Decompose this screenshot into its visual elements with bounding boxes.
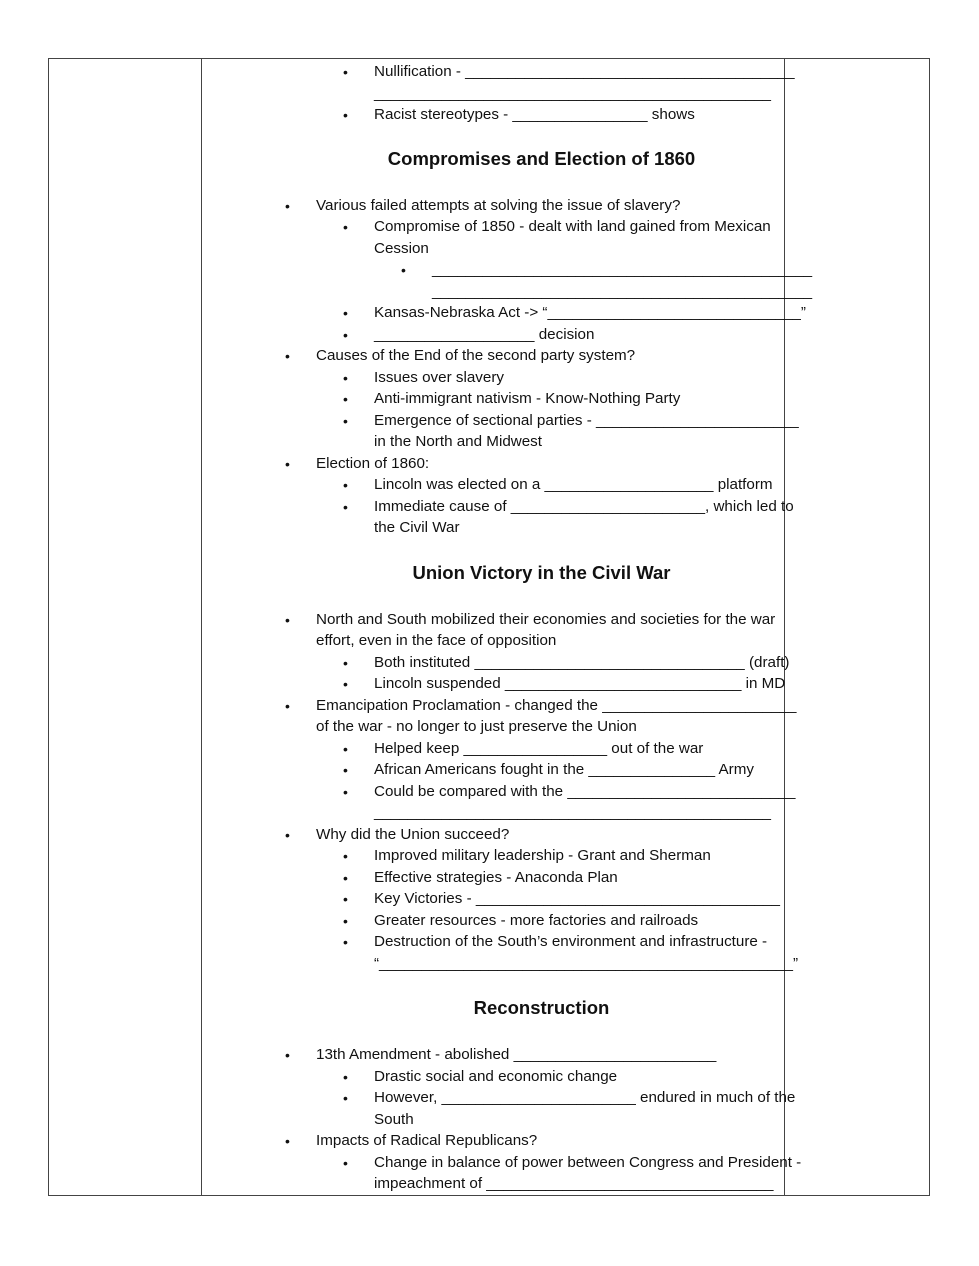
outline-line xyxy=(250,695,833,717)
outline-text: the Civil War xyxy=(374,519,460,536)
bullet-icon: • xyxy=(343,891,348,907)
outline-line xyxy=(250,238,833,260)
outline-line xyxy=(250,931,833,953)
bullet-icon: • xyxy=(343,934,348,950)
bullet-icon: • xyxy=(343,848,348,864)
outline-line xyxy=(250,453,833,475)
outline-line xyxy=(250,1152,833,1174)
outline-text: Change in balance of power between Congress and President - xyxy=(374,1154,802,1171)
outline-text: Lincoln was elected on a ____________________ platform xyxy=(374,476,773,493)
outline-text: Kansas-Nebraska Act -> “______________________________” xyxy=(374,304,806,321)
outline-text: Compromise of 1850 - dealt with land gained from Mexican xyxy=(374,218,771,235)
outline-line xyxy=(250,673,833,695)
section-heading: Reconstruction xyxy=(473,997,610,1018)
outline-line xyxy=(250,802,833,824)
bullet-icon: • xyxy=(343,1090,348,1106)
bullet-icon: • xyxy=(343,762,348,778)
outline-line xyxy=(250,1066,833,1088)
bullet-icon: • xyxy=(285,198,290,214)
bullet-icon: • xyxy=(285,698,290,714)
outline-line xyxy=(250,195,833,217)
bullet-icon: • xyxy=(285,612,290,628)
outline-text: Destruction of the South’s environment and infrastructure - xyxy=(374,933,768,950)
outline-text: Nullification - _______________________________________ xyxy=(374,63,795,80)
outline-text: Improved military leadership - Grant and Sherman xyxy=(374,847,711,864)
outline-text: Racist stereotypes - ________________ shows xyxy=(374,106,695,123)
column-divider-left xyxy=(201,59,202,1195)
outline-line xyxy=(250,104,833,126)
outline-text: _____________________________________________ xyxy=(432,261,813,278)
bullet-icon: • xyxy=(343,107,348,123)
outline-line xyxy=(250,630,833,652)
bullet-icon: • xyxy=(343,913,348,929)
outline-text: Impacts of Radical Republicans? xyxy=(316,1132,538,1149)
outline-line xyxy=(250,388,833,410)
bullet-icon: • xyxy=(343,870,348,886)
outline-line xyxy=(250,431,833,453)
outline-line xyxy=(250,781,833,803)
outline-line xyxy=(250,259,833,281)
outline-text: _______________________________________________ xyxy=(374,85,771,102)
outline-line xyxy=(250,367,833,389)
bullet-icon: • xyxy=(343,477,348,493)
outline-text: ___________________ decision xyxy=(374,326,595,343)
outline-line xyxy=(250,281,833,303)
bullet-icon: • xyxy=(343,784,348,800)
outline-text: South xyxy=(374,1111,414,1128)
outline-line xyxy=(250,1173,833,1195)
outline-line xyxy=(250,1044,833,1066)
outline-text: Various failed attempts at solving the issue of slavery? xyxy=(316,197,681,214)
outline-text: However, _______________________ endured in much of the xyxy=(374,1089,796,1106)
outline-text: Emergence of sectional parties - ________________________ xyxy=(374,412,799,429)
outline-line xyxy=(250,652,833,674)
bullet-icon: • xyxy=(343,219,348,235)
outline-text: North and South mobilized their economies and societies for the war xyxy=(316,611,776,628)
bullet-icon: • xyxy=(343,1155,348,1171)
outline-line xyxy=(250,824,833,846)
notes-content-column xyxy=(250,59,833,1195)
outline-text: Both instituted ________________________________ (draft) xyxy=(374,654,790,671)
outline-line xyxy=(250,759,833,781)
outline-text: Causes of the End of the second party system? xyxy=(316,347,636,364)
outline-line xyxy=(250,324,833,346)
outline-line xyxy=(250,738,833,760)
notes-table xyxy=(48,58,930,1196)
outline-line xyxy=(250,83,833,105)
outline-text: of the war - no longer to just preserve the Union xyxy=(316,718,637,735)
bullet-icon: • xyxy=(343,370,348,386)
outline-line xyxy=(250,345,833,367)
outline-text: Drastic social and economic change xyxy=(374,1068,618,1085)
bullet-icon: • xyxy=(285,1047,290,1063)
outline-text: Election of 1860: xyxy=(316,455,430,472)
section-heading: Compromises and Election of 1860 xyxy=(387,148,696,169)
section-heading: Union Victory in the Civil War xyxy=(412,562,671,583)
bullet-icon: • xyxy=(343,305,348,321)
bullet-icon: • xyxy=(343,676,348,692)
bullet-icon: • xyxy=(285,456,290,472)
outline-line xyxy=(250,888,833,910)
outline-line xyxy=(250,953,833,975)
outline-line xyxy=(250,609,833,631)
outline-text: Cession xyxy=(374,240,429,257)
outline-line xyxy=(250,496,833,518)
outline-line xyxy=(250,517,833,539)
outline-text: 13th Amendment - abolished ________________________ xyxy=(316,1046,717,1063)
outline-text: effort, even in the face of opposition xyxy=(316,632,557,649)
outline-line xyxy=(250,867,833,889)
bullet-icon: • xyxy=(343,327,348,343)
bullet-icon: • xyxy=(401,262,406,278)
bullet-icon: • xyxy=(343,391,348,407)
outline-text: African Americans fought in the _______________ Army xyxy=(374,761,754,778)
outline-text: Anti-immigrant nativism - Know-Nothing Party xyxy=(374,390,681,407)
outline-line xyxy=(250,910,833,932)
outline-line xyxy=(250,716,833,738)
outline-text: Key Victories - ____________________________________ xyxy=(374,890,780,907)
bullet-icon: • xyxy=(285,348,290,364)
bullet-icon: • xyxy=(343,1069,348,1085)
outline-line xyxy=(250,1087,833,1109)
outline-text: Emancipation Proclamation - changed the _______________________ xyxy=(316,697,797,714)
outline-text: Issues over slavery xyxy=(374,369,504,386)
outline-line xyxy=(250,61,833,83)
outline-text: Immediate cause of _______________________, which led to xyxy=(374,498,794,515)
outline-text: _____________________________________________ xyxy=(432,283,813,300)
bullet-icon: • xyxy=(343,655,348,671)
outline-text: Lincoln suspended ____________________________ in MD xyxy=(374,675,786,692)
outline-text: “_________________________________________________” xyxy=(374,955,798,972)
outline-line xyxy=(250,302,833,324)
outline-line xyxy=(250,216,833,238)
bullet-icon: • xyxy=(343,64,348,80)
bullet-icon: • xyxy=(285,827,290,843)
bullet-icon: • xyxy=(343,499,348,515)
outline-text: Greater resources - more factories and railroads xyxy=(374,912,699,929)
outline-text: Effective strategies - Anaconda Plan xyxy=(374,869,618,886)
outline-text: _______________________________________________ xyxy=(374,804,771,821)
outline-text: Could be compared with the ___________________________ xyxy=(374,783,796,800)
outline-line xyxy=(250,845,833,867)
outline-line xyxy=(250,1109,833,1131)
outline-line xyxy=(250,410,833,432)
outline-text: in the North and Midwest xyxy=(374,433,542,450)
outline-text: Why did the Union succeed? xyxy=(316,826,510,843)
outline-text: Helped keep _________________ out of the war xyxy=(374,740,704,757)
bullet-icon: • xyxy=(343,413,348,429)
outline-line xyxy=(250,474,833,496)
bullet-icon: • xyxy=(285,1133,290,1149)
outline-line xyxy=(250,1130,833,1152)
outline-text: impeachment of __________________________________ xyxy=(374,1175,774,1192)
bullet-icon: • xyxy=(343,741,348,757)
